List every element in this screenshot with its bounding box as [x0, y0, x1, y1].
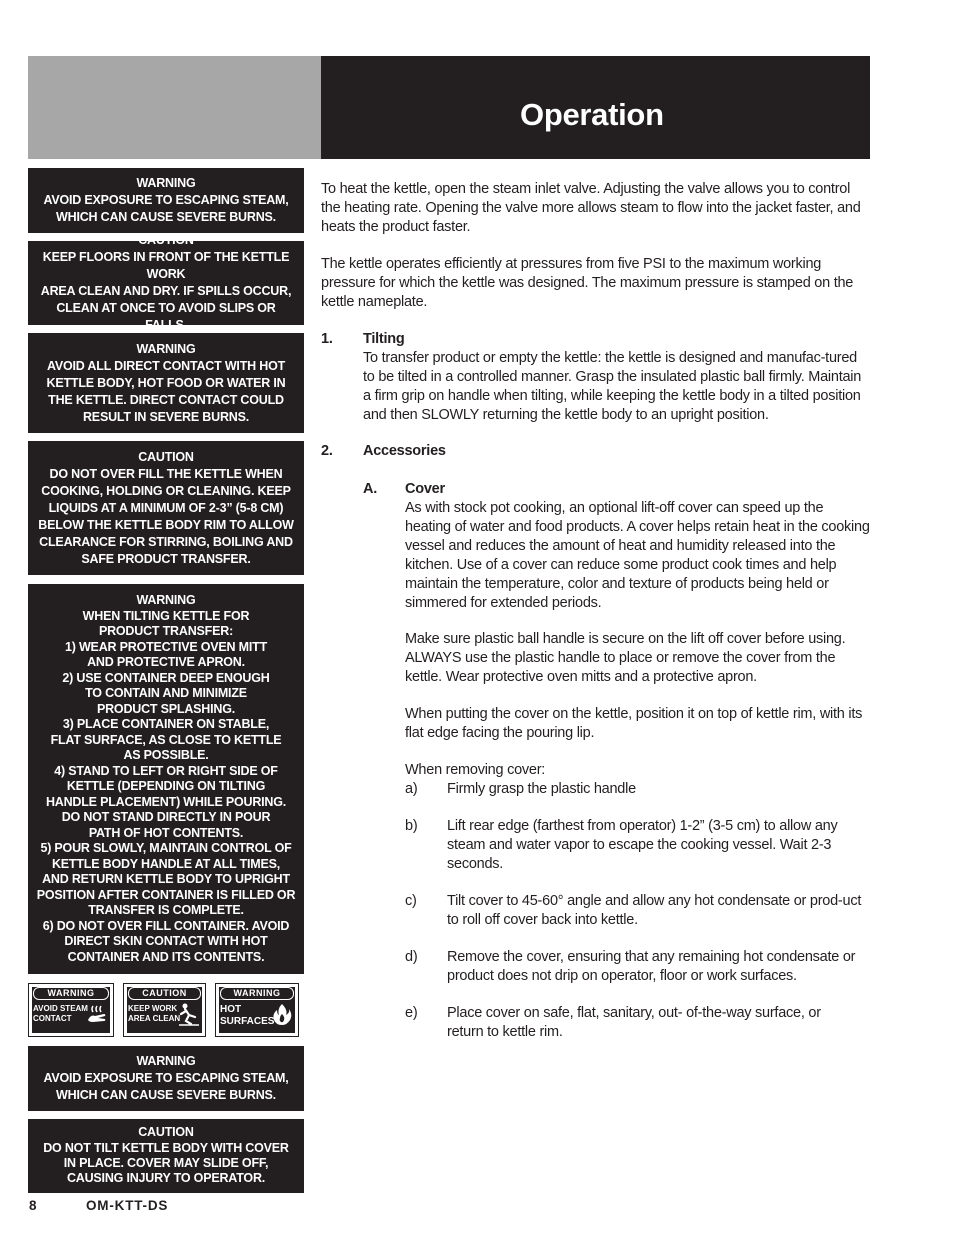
warning-box-tilting [28, 584, 304, 974]
cover-paragraph-2: Make sure plastic ball handle is secure on the lift off cover before using. ALWAYS use the plastic handle to place or remove the cover from the kettle. Wear protective oven mitts and a protective apron. [405, 631, 846, 685]
sign-header: CAUTION [128, 987, 201, 1000]
section-title-accessories: Accessories [363, 443, 446, 459]
warning-box-hot-contact [28, 333, 304, 433]
step-text: Place cover on safe, flat, sanitary, out- of-the-way surface, or return to kettle rim. [447, 1005, 821, 1040]
step-letter: d) [405, 949, 418, 965]
caution-text: CAUTION DO NOT TILT KETTLE BODY WITH COVER IN PLACE. COVER MAY SLIDE OFF, CAUSING INJURY TO OPERATOR. [43, 1125, 289, 1186]
caution-box-floors [28, 233, 304, 332]
step-letter: a) [405, 781, 418, 797]
step-letter: c) [405, 893, 417, 909]
sign-header: WARNING [220, 987, 294, 1000]
sign-hot-surfaces [215, 983, 299, 1037]
hazard-sign-strip [28, 983, 304, 1037]
document-code: OM-KTT-DS [86, 1198, 169, 1213]
sign-keep-area-clean [123, 983, 206, 1037]
caution-box-cover [28, 1119, 304, 1193]
warning-box-steam [28, 168, 304, 233]
warning-text: WARNING AVOID EXPOSURE TO ESCAPING STEAM, WHICH CAN CAUSE SEVERE BURNS. [43, 176, 289, 224]
sign-text: AVOID STEAM CONTACT [33, 1004, 88, 1023]
subsection-title-cover: Cover [405, 481, 445, 497]
section-title-tilting: Tilting [363, 331, 405, 347]
tilting-paragraph: To transfer product or empty the kettle: the kettle is designed and manufac-tured to be tilted in a controlled manner. Grasp the insulated plastic ball firmly. Maintain a firm grip on handle when tilting, while keeping the kettle body in a tilted position and then SLOWLY returning the kettle body to an upright position. [363, 350, 862, 423]
intro-paragraph-2: The kettle operates efficiently at pressures from five PSI to the maximum working pressure for which the kettle was designed. The maximum pressure is stamped on the kettle nameplate. [321, 256, 854, 310]
flame-icon [270, 1002, 294, 1026]
cover-paragraph-3: When putting the cover on the kettle, position it on top of kettle rim, with its flat edge facing the pouring lip. [405, 706, 863, 741]
page-number: 8 [29, 1198, 37, 1213]
step-text: Remove the cover, ensuring that any remaining hot condensate or product does not drip on operator, floor or work surfaces. [447, 949, 856, 984]
intro-paragraph-1: To heat the kettle, open the steam inlet valve. Adjusting the valve allows you to control the heating rate. Opening the valve more allows steam to flow into the jacket faster, and heats the product faster. [321, 181, 861, 235]
step-text: Tilt cover to 45-60° angle and allow any hot condensate or prod-uct to roll off cover back into kettle. [447, 893, 862, 928]
section-number: 1. [321, 331, 333, 347]
caution-text: CAUTION KEEP FLOORS IN FRONT OF THE KETTLE WORK AREA CLEAN AND DRY. IF SPILLS OCCUR, CLEAN AT ONCE TO AVOID SLIPS OR FALLS. [40, 233, 292, 332]
step-letter: b) [405, 818, 418, 834]
removing-cover-label: When removing cover: [405, 762, 546, 778]
page-title: Operation [520, 97, 664, 132]
caution-box-overfill [28, 441, 304, 575]
subsection-letter: A. [363, 481, 377, 497]
warning-box-steam-2 [28, 1046, 304, 1111]
sign-header: WARNING [33, 987, 109, 1000]
step-text: Firmly grasp the plastic handle [447, 781, 636, 797]
sign-avoid-steam [28, 983, 114, 1037]
caution-text: CAUTION DO NOT OVER FILL THE KETTLE WHEN COOKING, HOLDING OR CLEANING. KEEP LIQUIDS AT A MINIMUM OF 2-3” (5-8 CM) BELOW THE KETTLE BODY RIM TO ALLOW CLEARANCE FOR STIRRING, BOILING AND SAFE PRODUCT TRANSFER. [38, 449, 294, 566]
header-gray-panel [28, 56, 321, 159]
steam-hand-icon [85, 1002, 109, 1026]
warning-text: WARNING AVOID ALL DIRECT CONTACT WITH HOT KETTLE BODY, HOT FOOD OR WATER IN THE KETTLE. DIRECT CONTACT COULD RESULT IN SEVERE BURNS. [46, 341, 286, 424]
sign-text: HOT SURFACES [220, 1004, 275, 1027]
cover-paragraph-1: As with stock pot cooking, an optional lift-off cover can speed up the heating of water and food products. A cover helps retain heat in the cooking vessel and reduces the amount of heat and humidity released into the kitchen. Use of a cover can reduce some product cook times and help maintain the temperature, color and texture of products being held or simmered for extended periods. [405, 500, 870, 611]
step-text: Lift rear edge (farthest from operator) 1-2” (3-5 cm) to allow any steam and water vapor to escape the cooking vessel. Wait 2-3 seconds. [447, 818, 838, 872]
sign-text: KEEP WORK AREA CLEAN [128, 1004, 181, 1023]
warning-text: WARNING WHEN TILTING KETTLE FOR PRODUCT TRANSFER: 1) WEAR PROTECTIVE OVEN MITT AND PROTECTIVE APRON. 2) USE CONTAINER DEEP ENOUGH TO CONTAIN AND MINIMIZE PRODUCT SPLASHING. 3) PLACE CONTAINER ON STABLE, FLAT SURFACE, AS CLOSE TO KETTLE AS POSSIBLE. 4) STAND TO LEFT OR RIGHT SIDE OF KETTLE (DEPENDING ON TILTING HANDLE PLACEMENT) WHILE POURING. DO NOT STAND DIRECTLY IN POUR PATH OF HOT CONTENTS. 5) POUR SLOWLY, MAINTAIN CONTROL OF KETTLE BODY HANDLE AT ALL TIMES, AND RETURN KETTLE BODY TO UPRIGHT POSITION AFTER CONTAINER IS FILLED OR TRANSFER IS COMPLETE. 6) DO NOT OVER FILL CONTAINER. AVOID DIRECT SKIN CONTACT WITH HOT CONTAINER AND ITS CONTENTS. [36, 593, 296, 964]
slip-fall-icon [177, 1002, 201, 1026]
section-number: 2. [321, 443, 333, 459]
step-letter: e) [405, 1005, 418, 1021]
warning-text: WARNING AVOID EXPOSURE TO ESCAPING STEAM, WHICH CAN CAUSE SEVERE BURNS. [43, 1054, 289, 1102]
